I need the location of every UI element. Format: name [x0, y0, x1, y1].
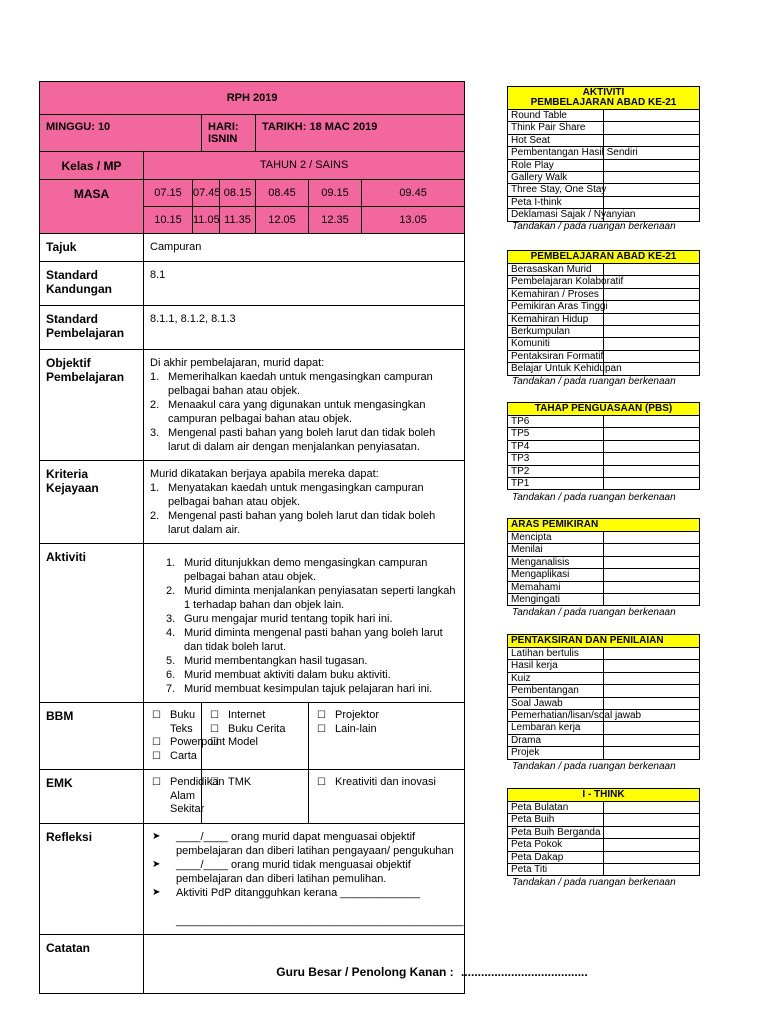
end-time: 11.35 — [220, 207, 256, 234]
check-cell[interactable] — [604, 660, 700, 672]
bbm-checkbox-item[interactable]: ☐ Carta — [150, 750, 195, 764]
check-cell[interactable] — [604, 184, 700, 196]
list-item: Murid ditunjukkan demo mengasingkan campuran pelbagai bahan atau objek. — [184, 557, 428, 583]
signature-label: Guru Besar / Penolong Kanan : — [276, 965, 454, 979]
check-cell[interactable] — [604, 532, 700, 544]
list-item: Murid diminta mengenal pasti bahan yang boleh larut dan tidak boleh larut. — [184, 627, 443, 653]
table-row: Think Pair Share — [508, 122, 604, 134]
check-cell[interactable] — [604, 428, 700, 440]
emk-col-2 — [202, 770, 309, 824]
table-row: Komuniti — [508, 338, 604, 350]
aktiviti-content — [144, 544, 465, 703]
section-title: AKTIVITI — [582, 87, 625, 98]
check-cell[interactable] — [604, 814, 700, 826]
pembelajaran-abad21-table — [507, 250, 700, 376]
end-time: 10.15 — [144, 207, 193, 234]
kriteria-list — [150, 481, 458, 537]
check-cell[interactable] — [604, 544, 700, 556]
check-cell[interactable] — [604, 802, 700, 814]
check-cell[interactable] — [604, 826, 700, 838]
kriteria-label: Kriteria Kejayaan — [40, 461, 144, 544]
check-cell[interactable] — [604, 747, 700, 759]
list-item: Menyatakan kaedah untuk mengasingkan campuran pelbagai bahan atau objek. — [168, 482, 424, 508]
bbm-checkbox-item[interactable]: ☐ Buku Cerita — [208, 723, 302, 737]
table-row: Peta Bulatan — [508, 802, 604, 814]
check-cell[interactable] — [604, 326, 700, 338]
check-cell[interactable] — [604, 581, 700, 593]
aktiviti-label: Aktiviti — [40, 544, 144, 703]
table-row: TP3 — [508, 453, 604, 465]
table-row: Peta Dakap — [508, 851, 604, 863]
aktiviti-abad21-table — [507, 86, 700, 222]
list-item: Murid membuat aktiviti dalam buku aktiviti. — [184, 669, 391, 681]
table-row: Gallery Walk — [508, 172, 604, 184]
table-row: Three Stay, One Stay — [508, 184, 604, 196]
objektif-list — [150, 370, 458, 454]
table-row: Kuiz — [508, 672, 604, 684]
table-row: Mengaplikasi — [508, 569, 604, 581]
tahap-penguasaan-table — [507, 402, 700, 490]
emk-checkbox-item[interactable]: ☐ TMK — [208, 776, 302, 790]
check-cell[interactable] — [604, 839, 700, 851]
start-time: 08.45 — [256, 180, 309, 207]
table-row: Peta Pokok — [508, 839, 604, 851]
aktiviti-list — [166, 556, 458, 696]
section-title: I - THINK — [508, 789, 700, 802]
bbm-col-2 — [202, 703, 309, 770]
bbm-col-1 — [144, 703, 226, 770]
section-title: PEMBELAJARAN ABAD KE-21 — [508, 251, 700, 264]
hari-field: HARI: ISNIN — [202, 115, 256, 152]
table-row: Menganalisis — [508, 556, 604, 568]
check-cell[interactable] — [604, 672, 700, 684]
refleksi-item: ➤ Aktiviti PdP ditangguhkan kerana _____________ — [150, 886, 458, 900]
tajuk-label: Tajuk — [40, 234, 144, 262]
list-item: Memerihalkan kaedah untuk mengasingkan campuran pelbagai bahan atau objek. — [168, 371, 433, 397]
emk-checkbox-item[interactable]: ☐ Kreativiti dan inovasi — [315, 776, 458, 790]
emk-checkbox-item[interactable]: ☐ Pendidikan Alam Sekitar — [150, 776, 195, 817]
rph-table — [39, 81, 465, 994]
bbm-label: BBM — [40, 703, 144, 770]
check-cell[interactable] — [604, 453, 700, 465]
table-row: Peta Titi — [508, 864, 604, 876]
pentaksiran-table — [507, 634, 700, 760]
tandakan-note: Tandakan / pada ruangan berkenaan — [512, 376, 676, 387]
bbm-col-3 — [309, 703, 465, 770]
section-title: ARAS PEMIKIRAN — [508, 519, 700, 532]
kelas-value: TAHUN 2 / SAINS — [144, 152, 465, 180]
check-cell[interactable] — [604, 338, 700, 350]
list-item: Menaakul cara yang digunakan untuk mengasingkan campuran pelbagai bahan atau objek. — [168, 399, 426, 425]
check-cell[interactable] — [604, 196, 700, 208]
check-cell[interactable] — [604, 569, 700, 581]
table-row: Lembaran kerja — [508, 722, 604, 734]
start-time: 07.15 — [144, 180, 193, 207]
tandakan-note: Tandakan / pada ruangan berkenaan — [512, 877, 676, 888]
table-row: Mencipta — [508, 532, 604, 544]
table-row: Latihan bertulis — [508, 648, 604, 660]
table-row: Round Table — [508, 110, 604, 122]
table-row: Menilai — [508, 544, 604, 556]
refleksi-label: Refleksi — [40, 823, 144, 934]
check-cell[interactable] — [604, 110, 700, 122]
check-cell[interactable] — [604, 734, 700, 746]
kelas-label: Kelas / MP — [40, 152, 144, 180]
check-cell[interactable] — [604, 697, 700, 709]
signature-dots: ...................................... — [461, 965, 588, 979]
table-row: Drama — [508, 734, 604, 746]
tandakan-note: Tandakan / pada ruangan berkenaan — [512, 492, 676, 503]
check-cell[interactable] — [604, 313, 700, 325]
catatan-field[interactable] — [144, 934, 465, 993]
check-cell[interactable] — [604, 648, 700, 660]
check-cell[interactable] — [604, 722, 700, 734]
check-cell[interactable] — [604, 301, 700, 313]
check-cell[interactable] — [604, 864, 700, 876]
emk-col-3 — [309, 770, 465, 824]
check-cell[interactable] — [604, 465, 700, 477]
table-row: Peta I-think — [508, 196, 604, 208]
table-row: Pembelajaran Kolaboratif — [508, 276, 604, 288]
check-cell[interactable] — [604, 440, 700, 452]
refleksi-blank-line: _______________________________________________ — [176, 914, 464, 927]
table-row: Soal Jawab — [508, 697, 604, 709]
check-cell[interactable] — [604, 851, 700, 863]
bbm-checkbox-item[interactable]: ☐ Internet — [208, 709, 302, 723]
table-row: Pentaksiran Formatif — [508, 350, 604, 362]
list-item: Mengenal pasti bahan yang boleh larut dan tidak boleh larut dalam air. — [168, 510, 436, 536]
table-row: Berkumpulan — [508, 326, 604, 338]
table-row: TP5 — [508, 428, 604, 440]
start-time: 09.45 — [362, 180, 465, 207]
tarikh-field: TARIKH: 18 MAC 2019 — [256, 115, 465, 152]
standard-kandungan-label: Standard Kandungan — [40, 262, 144, 306]
table-row: Role Play — [508, 159, 604, 171]
signature-line — [0, 965, 768, 979]
section-header — [508, 87, 700, 110]
end-time: 13.05 — [362, 207, 465, 234]
i-think-table — [507, 788, 700, 876]
end-time: 12.05 — [256, 207, 309, 234]
table-row: TP4 — [508, 440, 604, 452]
refleksi-item: ➤ ____/____ orang murid dapat menguasai objektif pembelajaran dan diberi latihan pengayaan/ pengukuhan — [150, 830, 458, 858]
table-row: Hasil kerja — [508, 660, 604, 672]
table-row: Pembentangan Hasil Sendiri — [508, 147, 604, 159]
rph-title: RPH 2019 — [40, 82, 465, 115]
aras-pemikiran-table — [507, 518, 700, 606]
emk-col-1 — [144, 770, 225, 824]
bbm-checkbox-item[interactable]: ☐ Powerpoint — [150, 736, 195, 750]
check-cell[interactable] — [604, 350, 700, 362]
check-cell[interactable] — [604, 685, 700, 697]
catatan-label: Catatan — [40, 934, 144, 993]
bbm-checkbox-item[interactable]: ☐ Model — [208, 736, 302, 750]
check-cell[interactable] — [604, 594, 700, 606]
table-row: Memahami — [508, 581, 604, 593]
bbm-checkbox-item[interactable]: ☐ Projektor — [315, 709, 458, 723]
check-cell[interactable] — [604, 556, 700, 568]
table-row: Kemahiran Hidup — [508, 313, 604, 325]
start-time: 09.15 — [309, 180, 362, 207]
section-title: PENTAKSIRAN DAN PENILAIAN — [508, 635, 700, 648]
tandakan-note: Tandakan / pada ruangan berkenaan — [512, 221, 676, 232]
list-item: Murid membentangkan hasil tugasan. — [184, 655, 368, 667]
check-cell[interactable] — [604, 159, 700, 171]
check-cell[interactable] — [604, 478, 700, 490]
table-row: Hot Seat — [508, 134, 604, 146]
check-cell[interactable] — [604, 264, 700, 276]
table-row: Peta Buih — [508, 814, 604, 826]
table-row: Belajar Untuk Kehidupan — [508, 363, 604, 375]
table-row: Pemerhatian/lisan/soal jawab — [508, 710, 604, 722]
list-item: Mengenal pasti bahan yang boleh larut dan tidak boleh larut di dalam air dengan menjalankan penyiasatan. — [168, 427, 436, 453]
end-time: 12.35 — [309, 207, 362, 234]
kriteria-content — [144, 461, 465, 544]
section-title: PEMBELAJARAN ABAD KE-21 — [530, 97, 677, 108]
table-row: Berasaskan Murid — [508, 264, 604, 276]
table-row: Pembentangan — [508, 685, 604, 697]
kriteria-intro: Murid dikatakan berjaya apabila mereka dapat: — [150, 468, 379, 480]
bbm-checkbox-item[interactable]: ☐ Buku Teks — [150, 709, 195, 736]
masa-label: MASA — [40, 180, 144, 234]
tandakan-note: Tandakan / pada ruangan berkenaan — [512, 607, 676, 618]
table-row: Projek — [508, 747, 604, 759]
check-cell[interactable] — [604, 416, 700, 428]
check-cell[interactable] — [604, 172, 700, 184]
check-cell[interactable] — [604, 288, 700, 300]
tajuk-value: Campuran — [144, 234, 465, 262]
list-item: Guru mengajar murid tentang topik hari ini. — [184, 613, 393, 625]
emk-label: EMK — [40, 770, 144, 824]
check-cell[interactable] — [604, 134, 700, 146]
table-row: Peta Buih Berganda — [508, 826, 604, 838]
objektif-label: Objektif Pembelajaran — [40, 350, 144, 461]
standard-kandungan-value: 8.1 — [144, 262, 465, 306]
table-row: Mengingati — [508, 594, 604, 606]
standard-pembelajaran-label: Standard Pembelajaran — [40, 306, 144, 350]
table-row: Pemikiran Aras Tinggi — [508, 301, 604, 313]
objektif-content — [144, 350, 465, 461]
start-time: 07.45 — [193, 180, 220, 207]
refleksi-content — [144, 823, 465, 934]
table-row: Kemahiran / Proses — [508, 288, 604, 300]
end-time: 11.05 — [193, 207, 220, 234]
bbm-checkbox-item[interactable]: ☐ Lain-lain — [315, 723, 458, 737]
table-row: Deklamasi Sajak / Nyanyian — [508, 209, 604, 221]
minggu-field: MINGGU: 10 — [40, 115, 202, 152]
refleksi-item: ➤ ____/____ orang murid tidak menguasai objektif pembelajaran dan diberi latihan pemulihan. — [150, 858, 458, 886]
list-item: Murid membuat kesimpulan tajuk pelajaran hari ini. — [184, 683, 433, 695]
check-cell[interactable] — [604, 122, 700, 134]
start-time: 08.15 — [220, 180, 256, 207]
table-row: TP2 — [508, 465, 604, 477]
tandakan-note: Tandakan / pada ruangan berkenaan — [512, 761, 676, 772]
table-row: TP6 — [508, 416, 604, 428]
list-item: Murid diminta menjalankan penyiasatan seperti langkah 1 terhadap bahan dan objek lain. — [184, 585, 456, 611]
standard-pembelajaran-value: 8.1.1, 8.1.2, 8.1.3 — [144, 306, 465, 350]
objektif-intro: Di akhir pembelajaran, murid dapat: — [150, 357, 325, 369]
section-title: TAHAP PENGUASAAN (PBS) — [508, 403, 700, 416]
table-row: TP1 — [508, 478, 604, 490]
